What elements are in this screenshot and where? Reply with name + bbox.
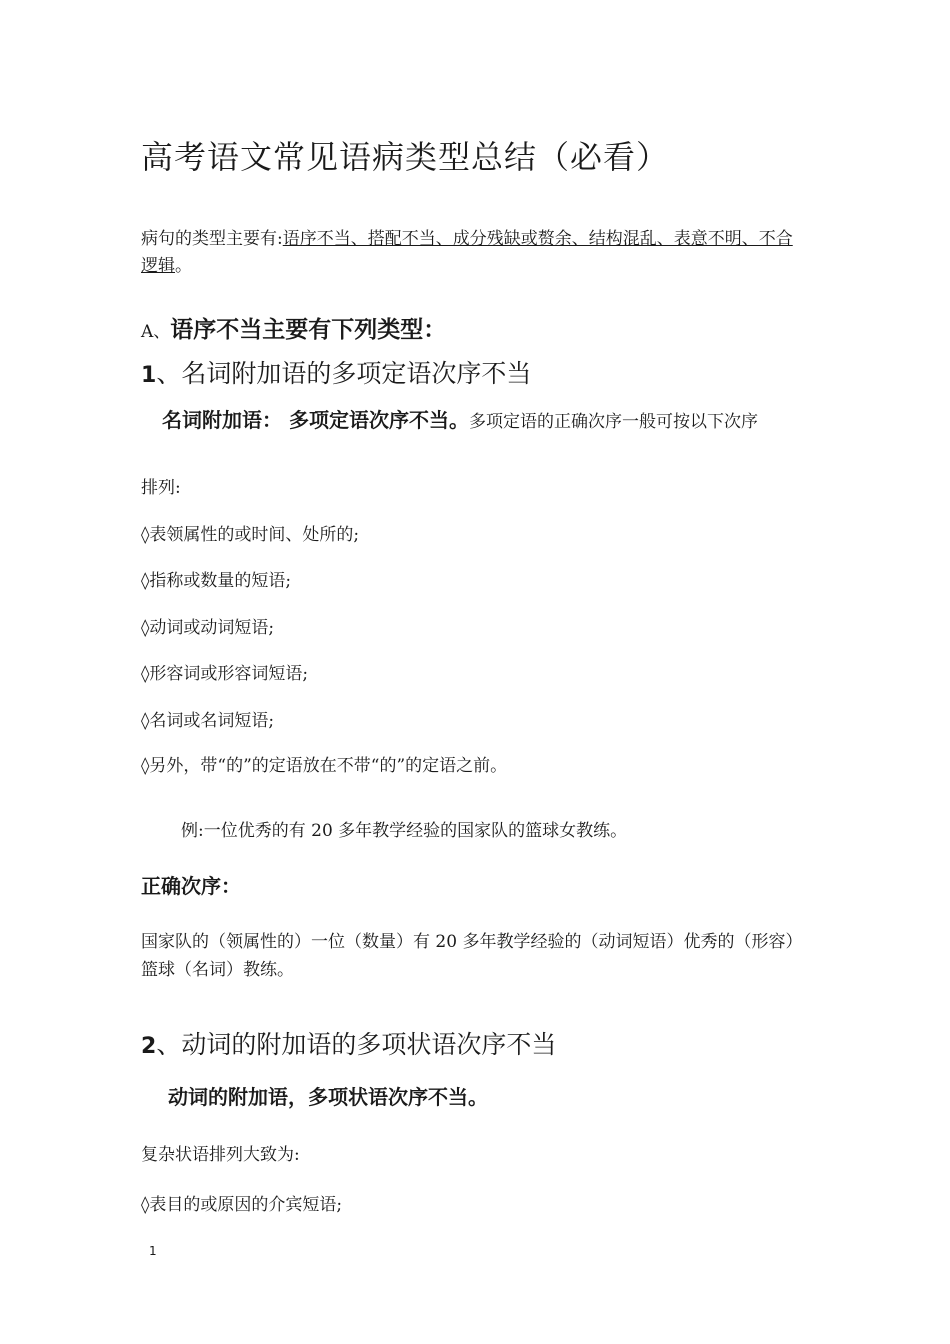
intro-suffix: 。 xyxy=(175,256,192,276)
list-item: ◊指称或数量的短语; xyxy=(141,571,292,591)
intro-paragraph xyxy=(141,226,806,280)
item2-subheading: 动词的附加语，多项状语次序不当。 xyxy=(168,1085,488,1109)
list-item: ◊形容词或形容词短语; xyxy=(141,664,309,684)
list-item: ◊表目的或原因的介宾短语; xyxy=(141,1195,343,1215)
item1-heading xyxy=(141,354,531,390)
item2-title: 、动词的附加语的多项状语次序不当 xyxy=(156,1030,557,1059)
page-number: 1 xyxy=(149,1244,157,1258)
item2-text: 复杂状语排列大致为: xyxy=(141,1145,300,1165)
correct-order-text: 国家队的（领属性的）一位（数量）有 20 多年教学经验的（动词短语）优秀的（形容）篮球（名词）教练。 xyxy=(141,932,803,980)
item1-continuation: 排列: xyxy=(141,478,181,498)
list-item: ◊表领属性的或时间、处所的; xyxy=(141,525,360,545)
section-a-heading xyxy=(141,311,446,344)
item2-heading xyxy=(141,1025,556,1061)
item1-number: 1 xyxy=(141,363,157,388)
item2-number: 2 xyxy=(141,1034,157,1059)
item1-title: 、名词附加语的多项定语次序不当 xyxy=(156,359,532,388)
item1-text-part: 多项定语的正确次序一般可按以下次序 xyxy=(468,412,758,432)
list-item: ◊另外，带“的”的定语放在不带“的”的定语之前。 xyxy=(141,756,508,776)
list-item: ◊名词或名词短语; xyxy=(141,711,275,731)
section-a-title: 语序不当主要有下列类型： xyxy=(170,317,447,343)
page-title: 高考语文常见语病类型总结（必看） xyxy=(141,138,670,176)
intro-prefix: 病句的类型主要有: xyxy=(141,229,283,249)
intro-underlined-types: 语序不当、搭配不当、成分残缺或赘余、结构混乱、表意不明、不合逻辑 xyxy=(141,229,793,276)
item1-example: 例:一位优秀的有 20 多年教学经验的国家队的篮球女教练。 xyxy=(181,821,628,841)
correct-order-heading: 正确次序： xyxy=(141,874,241,898)
item1-subheading xyxy=(162,407,812,435)
list-item: ◊动词或动词短语; xyxy=(141,618,275,638)
item1-bold-part: 名词附加语： 多项定语次序不当。 xyxy=(162,408,469,432)
section-a-prefix: A、 xyxy=(141,322,171,342)
